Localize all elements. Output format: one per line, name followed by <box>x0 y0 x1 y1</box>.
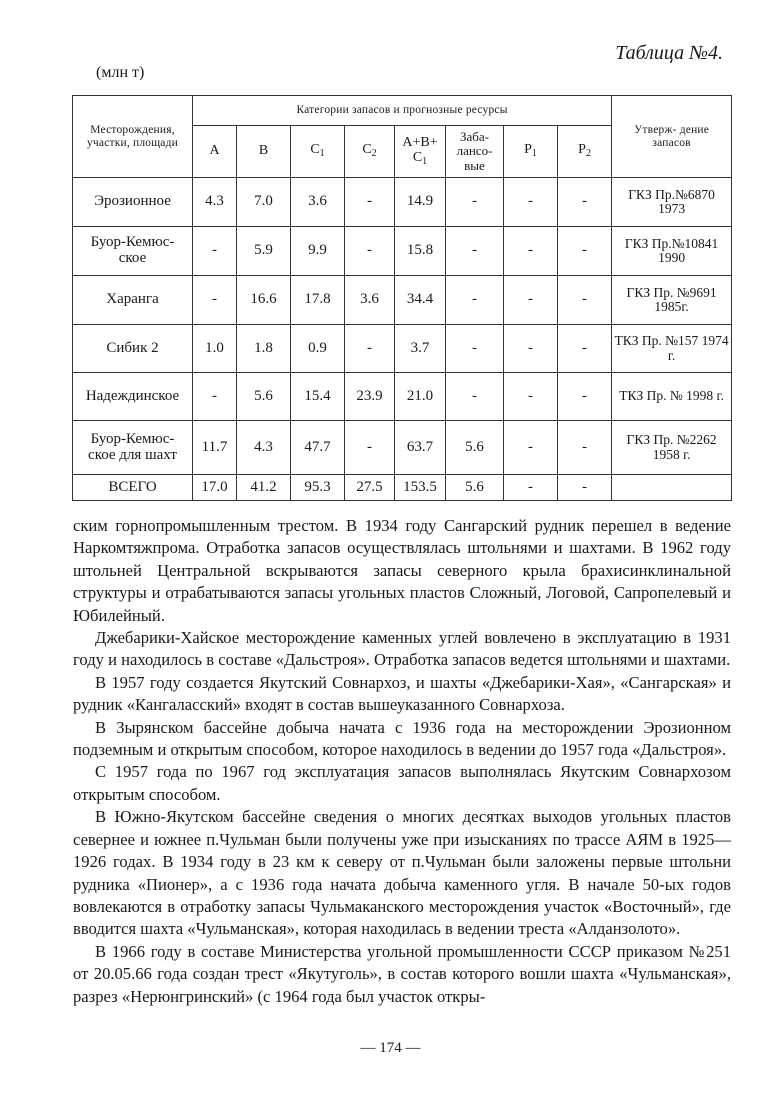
table-row <box>73 227 732 276</box>
cell-c2: - <box>345 178 395 227</box>
header-cat-p1-main: P <box>524 142 532 158</box>
header-cat-p1-sub: 1 <box>531 148 537 160</box>
paragraph: В 1966 году в составе Министерства угольной промышленности СССР приказом №251 от 20.05.66 года создан трест «Якутуголь», в состав которого вошли шахта «Чульманская», разрез «Нерюнгринский» (с 1964 года был участок откры- <box>73 941 731 1006</box>
cell-p1: - <box>504 227 558 276</box>
header-cat-c2 <box>345 126 395 178</box>
cell-offbalance: 5.6 <box>446 475 504 501</box>
header-cat-sum-line1: A+B+ <box>402 134 438 150</box>
cell-p2: - <box>558 227 612 276</box>
table-row <box>73 421 732 475</box>
cell-approval: ГКЗ Пр. №2262 1958 г. <box>612 421 732 475</box>
cell-deposit: Харанга <box>73 276 193 325</box>
cell-p1: - <box>504 421 558 475</box>
cell-sum: 21.0 <box>395 373 446 421</box>
header-cat-sum-line2: C <box>412 149 423 165</box>
cell-p2: - <box>558 325 612 373</box>
cell-c1: 15.4 <box>291 373 345 421</box>
cell-p2: - <box>558 178 612 227</box>
cell-p2: - <box>558 373 612 421</box>
cell-p1: - <box>504 276 558 325</box>
cell-p1: - <box>504 178 558 227</box>
header-approval: Утверж- дение запасов <box>612 96 732 178</box>
header-cat-p2-main: P <box>578 142 586 158</box>
cell-b: 4.3 <box>237 421 291 475</box>
cell-offbalance: 5.6 <box>446 421 504 475</box>
cell-p1: - <box>504 325 558 373</box>
header-cat-c2-main: C <box>362 142 372 158</box>
cell-b: 5.6 <box>237 373 291 421</box>
table-row <box>73 325 732 373</box>
cell-sum: 3.7 <box>395 325 446 373</box>
header-cat-p2 <box>558 126 612 178</box>
cell-offbalance: - <box>446 227 504 276</box>
cell-approval: ТКЗ Пр. № 1998 г. <box>612 373 732 421</box>
cell-approval <box>612 475 732 501</box>
header-categories: Категории запасов и прогнозные ресурсы <box>193 96 612 126</box>
cell-c2: - <box>345 325 395 373</box>
header-cat-c1 <box>291 126 345 178</box>
cell-a: - <box>193 276 237 325</box>
table-row <box>73 373 732 421</box>
cell-c2: 27.5 <box>345 475 395 501</box>
header-cat-offbalance: Заба- лансо- вые <box>446 126 504 178</box>
body-text <box>73 515 731 1008</box>
paragraph: В Южно-Якутском бассейне сведения о многих десятках выходов угольных пластов севернее и южнее п.Чульман были получены уже при изысканиях по трассе АЯМ в 1925—1926 годах. В 1934 году в 23 км к северу от п.Чульман были заложены первые штольни рудника «Пионер», а с 1936 года начата добыча каменного угля. В начале 50-ых годов вовлекаются в отработку запасы Чульмаканского месторождения участок «Восточный», где вводится шахта «Чульманская», которая находилась в ведении треста «Алданзолото». <box>73 807 731 939</box>
cell-sum: 14.9 <box>395 178 446 227</box>
header-cat-c1-main: C <box>310 142 320 158</box>
paragraph: В Зырянском бассейне добыча начата с 1936 года на месторождении Эрозионном подземным и открытым способом, которое находилось в ведении до 1957 года «Дальстроя». <box>73 717 731 760</box>
table-row <box>73 178 732 227</box>
paragraph: Джебарики-Хайское месторождение каменных углей вовлечено в эксплуатацию в 1931 году и находилось в составе «Дальстроя». Отработка запасов ведется штольнями и шахтами. <box>73 628 731 670</box>
cell-p1: - <box>504 475 558 501</box>
cell-a: 1.0 <box>193 325 237 373</box>
cell-offbalance: - <box>446 276 504 325</box>
header-cat-sum <box>395 126 446 178</box>
cell-p2: - <box>558 475 612 501</box>
cell-c2: 3.6 <box>345 276 395 325</box>
cell-b: 1.8 <box>237 325 291 373</box>
cell-approval: ГКЗ Пр.№10841 1990 <box>612 227 732 276</box>
cell-offbalance: - <box>446 373 504 421</box>
table-row <box>73 276 732 325</box>
cell-c2: - <box>345 227 395 276</box>
header-deposit: Месторождения, участки, площади <box>73 96 193 178</box>
paragraph: С 1957 года по 1967 год эксплуатация запасов выполнялась Якутским Совнархозом открытым способом. <box>73 762 731 804</box>
reserves-table <box>72 95 732 501</box>
header-cat-c2-sub: 2 <box>371 148 377 160</box>
header-cat-sum-sub: 1 <box>422 155 428 167</box>
cell-c1: 17.8 <box>291 276 345 325</box>
cell-offbalance: - <box>446 178 504 227</box>
cell-deposit: Надеждинское <box>73 373 193 421</box>
header-cat-b: B <box>237 126 291 178</box>
header-cat-p1 <box>504 126 558 178</box>
paragraph: ским горнопромышленным трестом. В 1934 году Сангарский рудник перешел в ведение Наркомтяжпрома. Отработка запасов осуществлялась штольнями и шахтами. В 1962 году штольней Центральной вскрываются запасы северного крыла брахисинклинальной структуры и отрабатываются запасы угольных пластов Сложный, Логовой, Сапропелевый и Юбилейный. <box>73 516 731 625</box>
cell-deposit: Буор-Кемюс- ское для шахт <box>73 421 193 475</box>
cell-c2: - <box>345 421 395 475</box>
cell-b: 5.9 <box>237 227 291 276</box>
cell-a: 4.3 <box>193 178 237 227</box>
cell-p2: - <box>558 276 612 325</box>
cell-sum: 153.5 <box>395 475 446 501</box>
cell-c1: 47.7 <box>291 421 345 475</box>
units-label: (млн т) <box>96 64 145 81</box>
cell-c1: 3.6 <box>291 178 345 227</box>
page-number: — 174 — <box>360 1040 421 1056</box>
cell-c1: 0.9 <box>291 325 345 373</box>
cell-sum: 34.4 <box>395 276 446 325</box>
paragraph: В 1957 году создается Якутский Совнархоз, и шахты «Джебарики-Хая», «Сангарская» и рудник «Кангаласский» входят в состав вышеуказанного Совнархоза. <box>73 672 731 715</box>
header-cat-c1-sub: 1 <box>319 148 325 160</box>
table-row-total <box>73 475 732 501</box>
cell-b: 16.6 <box>237 276 291 325</box>
cell-deposit: Буор-Кемюс- ское <box>73 227 193 276</box>
cell-approval: ГКЗ Пр. №9691 1985г. <box>612 276 732 325</box>
table-caption: Таблица №4. <box>615 42 723 64</box>
cell-a: 17.0 <box>193 475 237 501</box>
cell-b: 41.2 <box>237 475 291 501</box>
cell-approval: ТКЗ Пр. №157 1974 г. <box>612 325 732 373</box>
cell-deposit: Эрозионное <box>73 178 193 227</box>
cell-b: 7.0 <box>237 178 291 227</box>
header-cat-a: А <box>193 126 237 178</box>
cell-approval: ГКЗ Пр.№6870 1973 <box>612 178 732 227</box>
cell-c1: 9.9 <box>291 227 345 276</box>
cell-c2: 23.9 <box>345 373 395 421</box>
cell-sum: 63.7 <box>395 421 446 475</box>
cell-c1: 95.3 <box>291 475 345 501</box>
cell-a: - <box>193 227 237 276</box>
cell-deposit: Сибик 2 <box>73 325 193 373</box>
cell-a: - <box>193 373 237 421</box>
cell-deposit: ВСЕГО <box>73 475 193 501</box>
cell-a: 11.7 <box>193 421 237 475</box>
cell-p1: - <box>504 373 558 421</box>
header-cat-p2-sub: 2 <box>585 148 591 160</box>
cell-sum: 15.8 <box>395 227 446 276</box>
cell-offbalance: - <box>446 325 504 373</box>
cell-p2: - <box>558 421 612 475</box>
